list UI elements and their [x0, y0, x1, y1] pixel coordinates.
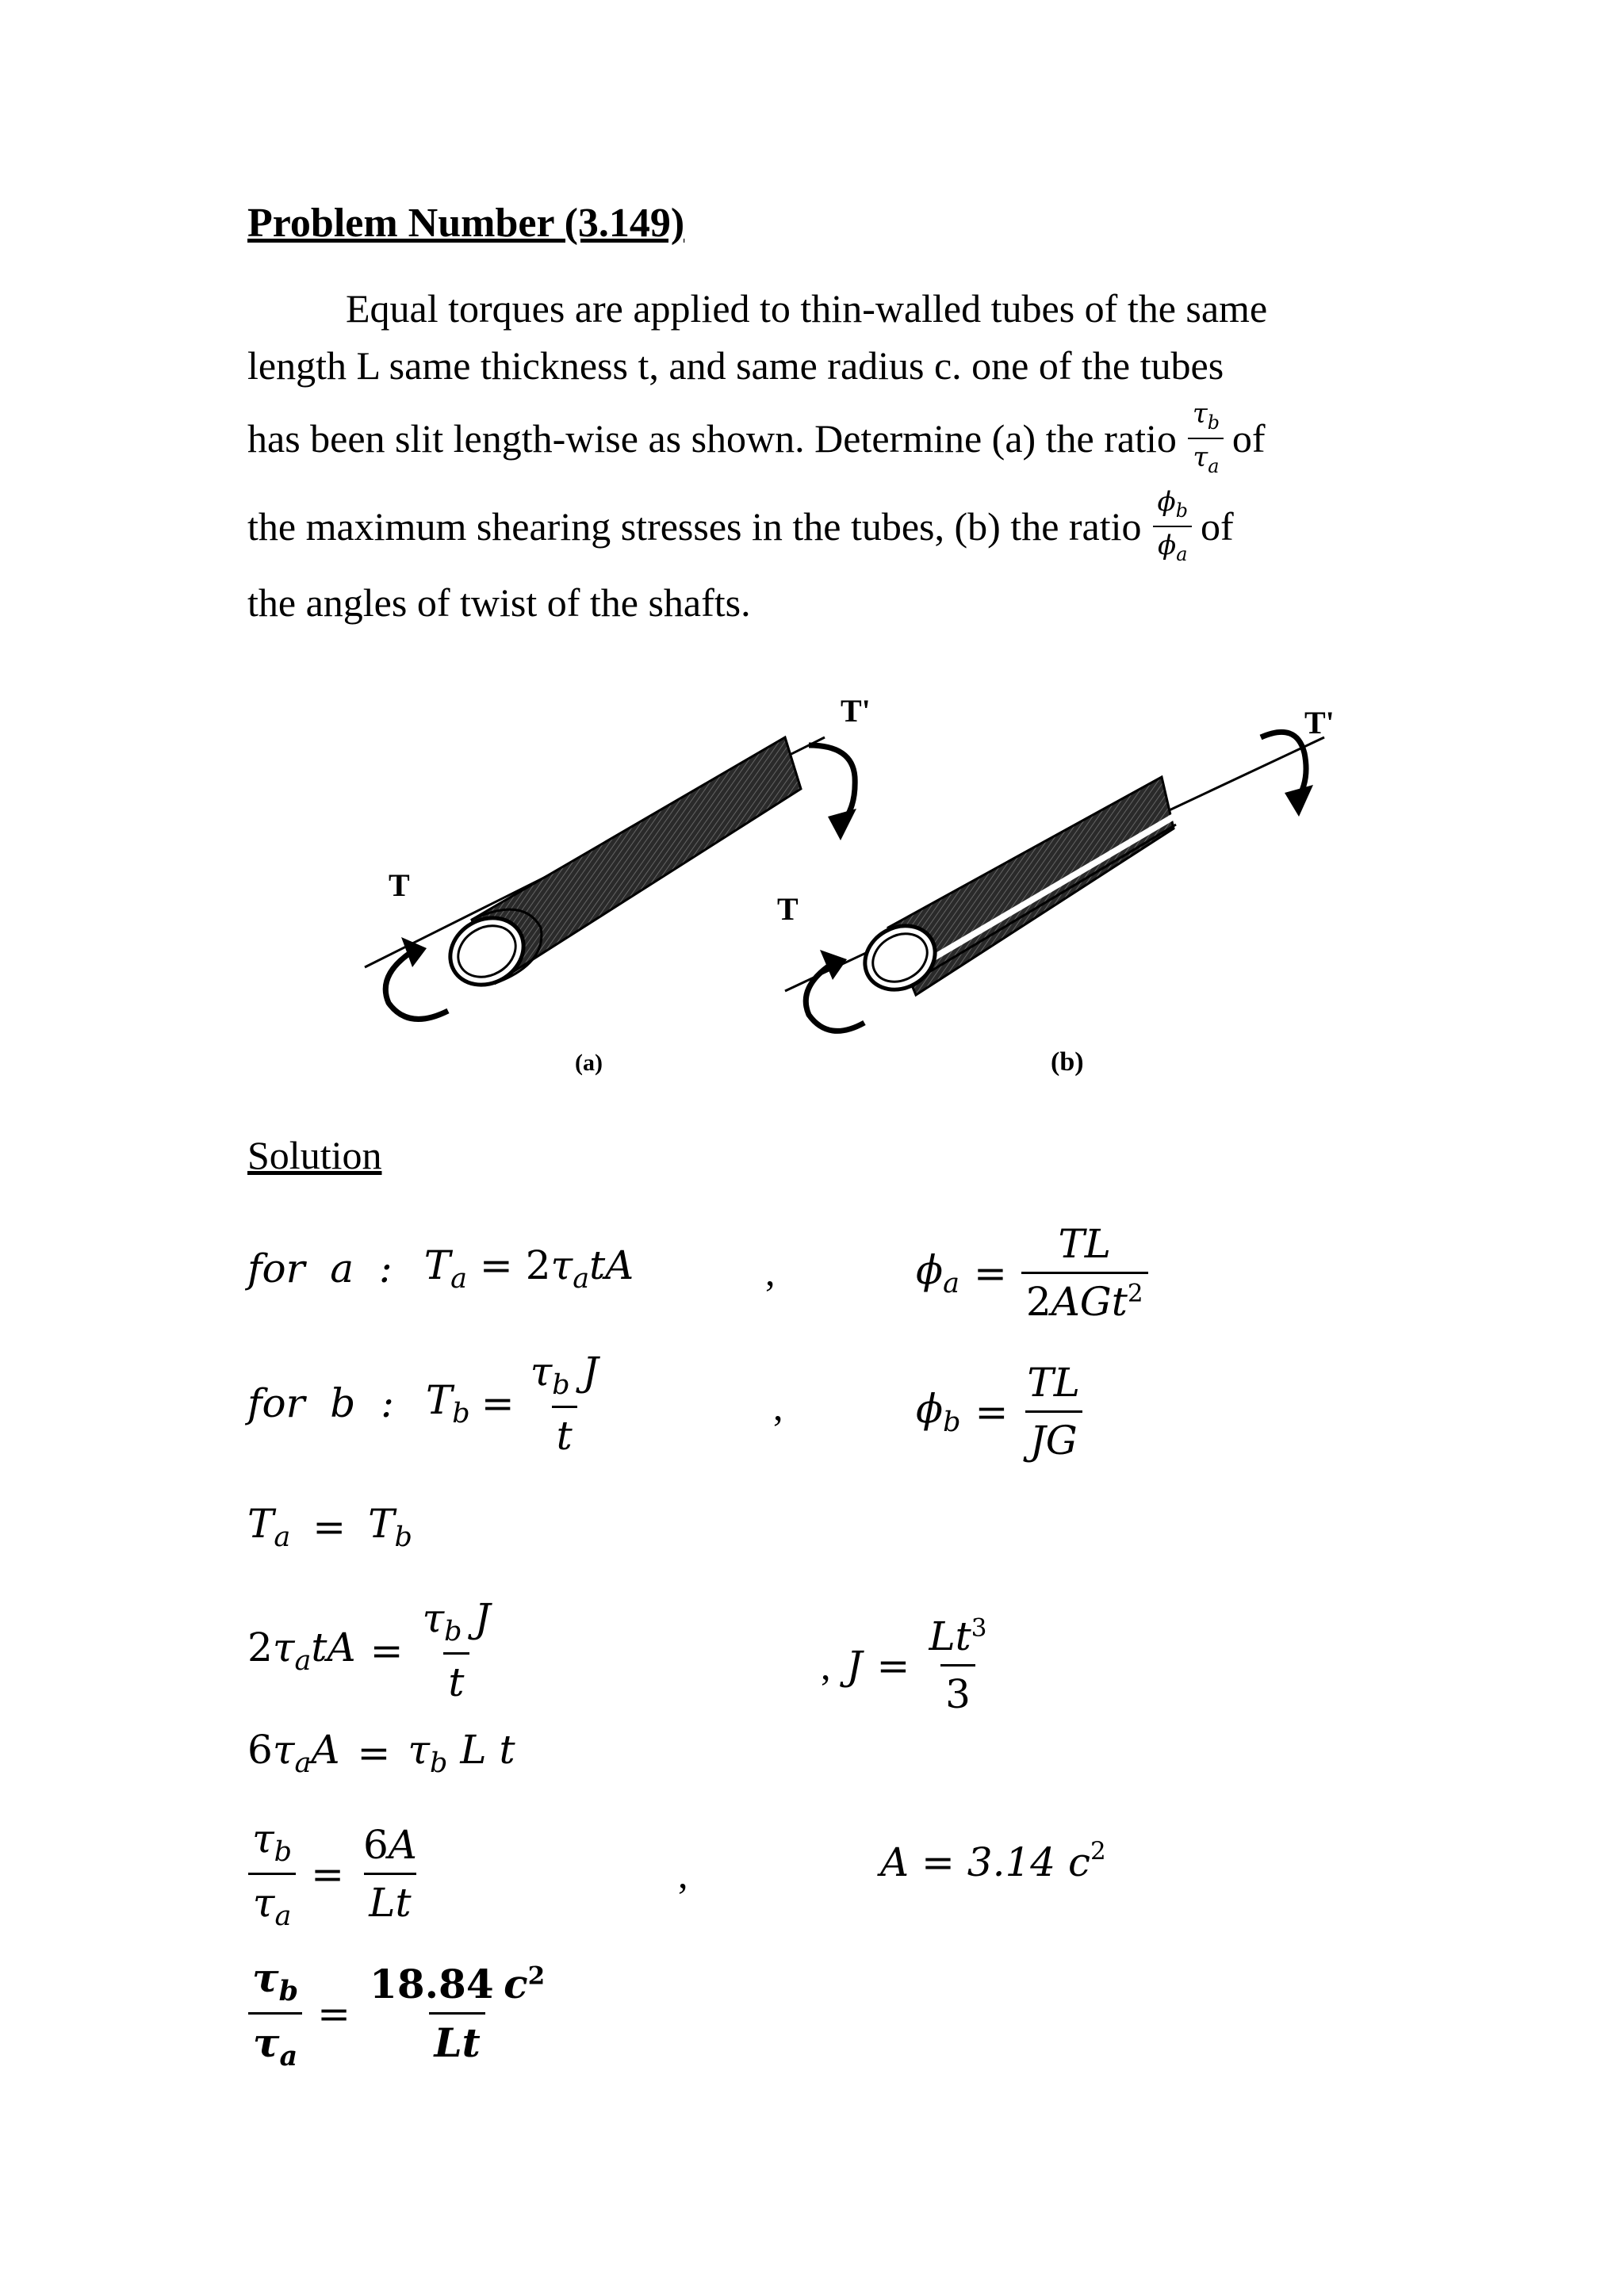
- tubes-figure: [333, 690, 1364, 1118]
- fraction-6A-Lt: $\frac{6A}{Lt}$: [362, 1822, 417, 1926]
- problem-line-4: [247, 488, 1234, 564]
- ratio-phi-fraction: $\frac{\phi_b}{\phi_a}$: [1153, 488, 1193, 564]
- fraction-tau-ratio: $\frac{\tau_b}{\tau_a}$: [247, 1816, 297, 1932]
- problem-line-2: length L same thickness t, and same radius c. one of the tubes: [247, 343, 1224, 388]
- torque-prime-label-b: T': [1304, 705, 1335, 740]
- fraction-Tb: $\frac{\tau_b J}{t}$: [530, 1348, 599, 1459]
- ratio-tau-fraction: $\frac{\tau_b}{\tau_a}$: [1188, 400, 1224, 476]
- torque-arrow-a-left: [385, 951, 448, 1019]
- problem-line-3-of: of: [1231, 415, 1266, 461]
- comma-1: ,: [765, 1249, 776, 1294]
- fraction-final-tau: $\frac{\tau_b}{\tau_a}$: [247, 1954, 303, 2072]
- equation-Ta: $T_a = 2\tau_atA$: [423, 1242, 634, 1295]
- problem-line-4-text: the maximum shearing stresses in the tubes, (b) the ratio: [247, 503, 1142, 549]
- equation-phi-b: $\phi_b$ = $\frac{TL}{JG}$: [916, 1360, 1085, 1464]
- equation-substitution: $2\tau_atA$ = $\frac{\tau_b J}{t}$: [247, 1595, 495, 1705]
- comma-3: ,: [821, 1643, 831, 1688]
- equation-row-b: for b : $T_b$ = $\frac{\tau_b J}{t}$: [247, 1360, 603, 1447]
- problem-line-3: [247, 400, 1266, 476]
- solution-heading: Solution: [247, 1133, 382, 1177]
- problem-line-4-of: of: [1200, 503, 1234, 549]
- equation-6tauA: $6\tau_aA$ = $\tau_b$ L t: [247, 1727, 515, 1779]
- equation-ratio: $\frac{\tau_b}{\tau_a}$ = $\frac{6A}{Lt}$: [247, 1816, 422, 1932]
- figure-caption-b: (b): [1051, 1047, 1084, 1077]
- tube-b: [777, 705, 1335, 1077]
- torque-prime-label-a: T': [841, 693, 871, 729]
- torque-label-b: T: [777, 891, 799, 927]
- label-for-b: for b :: [247, 1380, 394, 1426]
- label-for-a: for a :: [247, 1246, 393, 1292]
- fraction-phi-b: $\frac{TL}{JG}$: [1022, 1360, 1085, 1464]
- equation-Ta-equals-Tb: $T_a$ = $T_b$: [247, 1501, 412, 1553]
- comma-4: ,: [678, 1852, 688, 1896]
- problem-line-1: Equal torques are applied to thin-walled tubes of the same: [346, 286, 1268, 331]
- equation-phi-a: $\phi_a$ = $\frac{TL}{2AGt^2}$: [916, 1221, 1148, 1325]
- equation-J: , J = $\frac{Lt^3}{3}$: [821, 1613, 991, 1717]
- tube-a: [365, 693, 871, 1076]
- problem-line-3-text: has been slit length-wise as shown. Determine (a) the ratio: [247, 415, 1177, 461]
- page-title: Problem Number (3.149): [247, 201, 685, 246]
- equation-row-a: [247, 1225, 634, 1312]
- problem-line-5: the angles of twist of the shafts.: [247, 580, 751, 625]
- torque-label-a: T: [389, 867, 410, 903]
- fraction-phi-a: $\frac{TL}{2AGt^2}$: [1021, 1221, 1148, 1325]
- fraction-J: $\frac{Lt^3}{3}$: [929, 1613, 987, 1717]
- figure-caption-a: (a): [575, 1050, 603, 1076]
- equation-A: A = 3.14 c $^2$: [880, 1837, 1106, 1885]
- fraction-substitution: $\frac{\tau_b J}{t}$: [422, 1595, 491, 1705]
- A-value: A = 3.14 c: [880, 1839, 1091, 1885]
- comma-2: ,: [773, 1384, 783, 1429]
- equation-final-result: $\frac{\tau_b}{\tau_a}$ = $\frac{18.84 c^2}{Lt}$: [247, 1954, 550, 2072]
- fraction-final-value: $\frac{18.84 c^2}{Lt}$: [370, 1961, 546, 2066]
